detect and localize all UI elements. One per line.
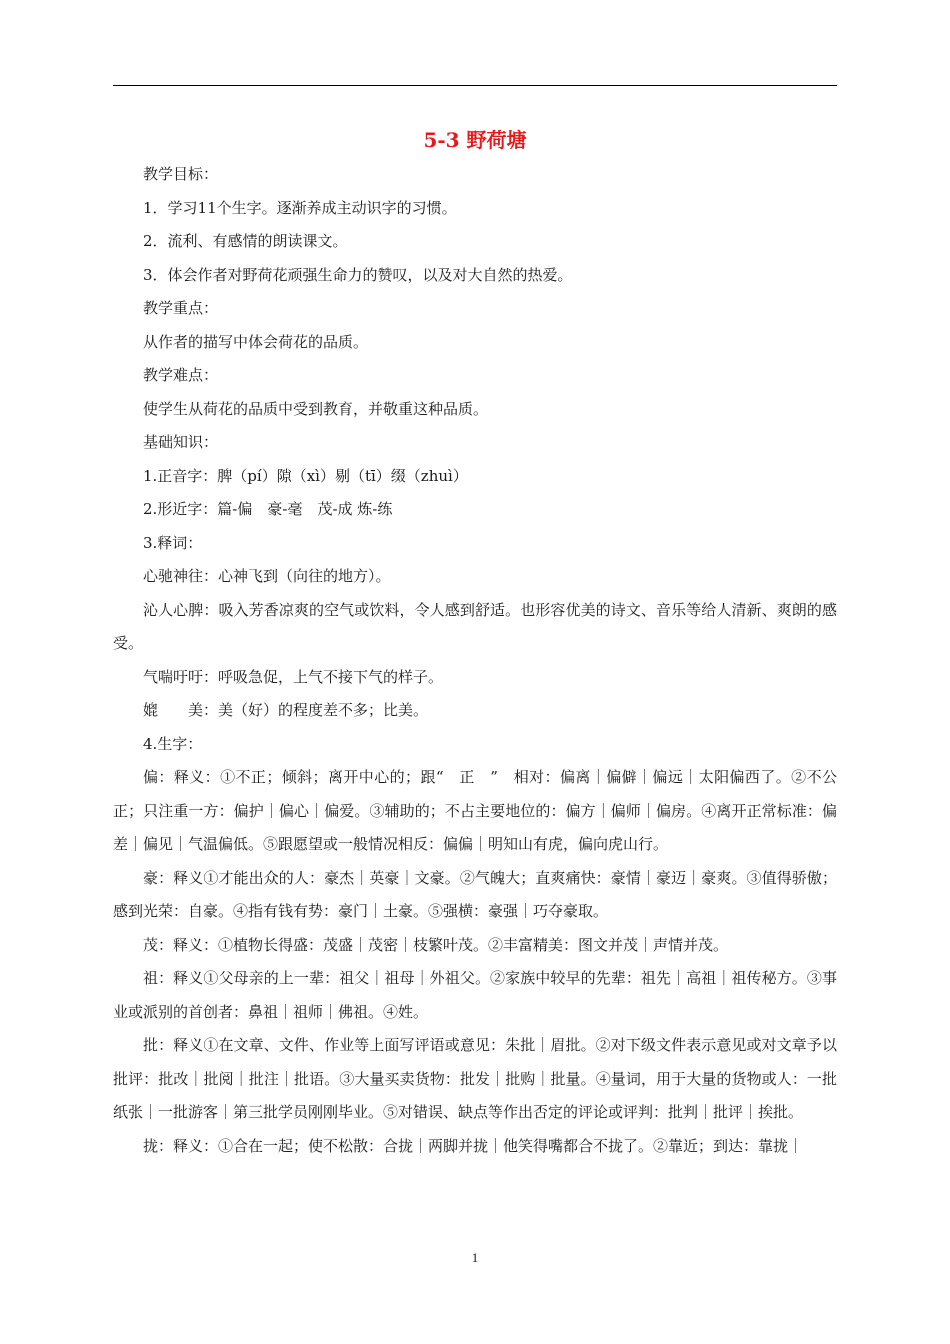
paragraph: 偏：释义：①不正；倾斜；离开中心的；跟“ 正 ” 相对：偏离｜偏僻｜偏远｜太阳偏西了。②不公正；只注重一方：偏护｜偏心｜偏爱。③辅助的；不占主要地位的：偏方｜偏师｜偏房。④离开正常标准：偏差｜偏见｜气温偏低。⑤跟愿望或一般情况相反：偏偏｜明知山有虎，偏向虎山行。 bbox=[113, 768, 837, 853]
paragraph: 教学目标： bbox=[143, 165, 219, 183]
paragraph: 3．体会作者对野荷花顽强生命力的赞叹，以及对大自然的热爱。 bbox=[143, 265, 573, 284]
page-number: 1 bbox=[471, 1250, 479, 1265]
paragraph: 使学生从荷花的品质中受到教育，并敬重这种品质。 bbox=[143, 399, 489, 418]
paragraph: 沁人心脾：吸入芳香凉爽的空气或饮料，令人感到舒适。也形容优美的诗文、音乐等给人清新、爽朗的感受。 bbox=[113, 600, 837, 652]
document-body bbox=[113, 158, 837, 1163]
paragraph: 从作者的描写中体会荷花的品质。 bbox=[143, 332, 369, 351]
paragraph: 媲 美：美（好）的程度差不多；比美。 bbox=[143, 701, 429, 719]
paragraph: 4.生字： bbox=[143, 734, 203, 753]
paragraph: 2．流利、有感情的朗读课文。 bbox=[143, 232, 348, 250]
paragraph: 批：释义①在文章、文件、作业等上面写评语或意见：朱批｜眉批。②对下级文件表示意见或对文章予以批评：批改｜批阅｜批注｜批语。③大量买卖货物：批发｜批购｜批量。④量词，用于大量的货物或人：一批纸张｜一批游客｜第三批学员刚刚毕业。⑤对错误、缺点等作出否定的评论或评判：批判｜批评｜挨批。 bbox=[113, 1036, 837, 1121]
paragraph: 3.释词： bbox=[143, 533, 203, 552]
paragraph: 茂：释义：①植物长得盛：茂盛｜茂密｜枝繁叶茂。②丰富精美：图文并茂｜声情并茂。 bbox=[143, 935, 729, 954]
header-rule bbox=[113, 85, 837, 86]
paragraph: 1.正音字：脾（pí）隙（xì）剔（tī）缀（zhuì） bbox=[143, 466, 468, 485]
paragraph: 心驰神往：心神飞到（向往的地方）。 bbox=[143, 567, 391, 585]
paragraph: 2.形近字：篇-偏 豪-毫 茂-成 炼-练 bbox=[143, 500, 393, 518]
paragraph: 1．学习11个生字。逐渐养成主动识字的习惯。 bbox=[143, 198, 457, 217]
paragraph: 祖：释义①父母亲的上一辈：祖父｜祖母｜外祖父。②家族中较早的先辈：祖先｜高祖｜祖传秘方。③事业或派别的首创者：鼻祖｜祖师｜佛祖。④姓。 bbox=[113, 969, 837, 1021]
paragraph: 拢：释义：①合在一起；使不松散：合拢｜两脚并拢｜他笑得嘴都合不拢了。②靠近；到达：靠拢｜ bbox=[143, 1136, 804, 1155]
paragraph: 基础知识： bbox=[143, 433, 219, 451]
paragraph: 豪：释义①才能出众的人：豪杰｜英豪｜文豪。②气魄大；直爽痛快：豪情｜豪迈｜豪爽。③值得骄傲；感到光荣：自豪。④指有钱有势：豪门｜土豪。⑤强横：豪强｜巧夺豪取。 bbox=[113, 868, 837, 920]
page-title: 5-3 野荷塘 bbox=[423, 128, 527, 152]
paragraph: 教学重点： bbox=[143, 299, 219, 317]
paragraph: 气喘吁吁：呼吸急促，上气不接下气的样子。 bbox=[143, 667, 444, 686]
paragraph: 教学难点： bbox=[143, 366, 219, 384]
